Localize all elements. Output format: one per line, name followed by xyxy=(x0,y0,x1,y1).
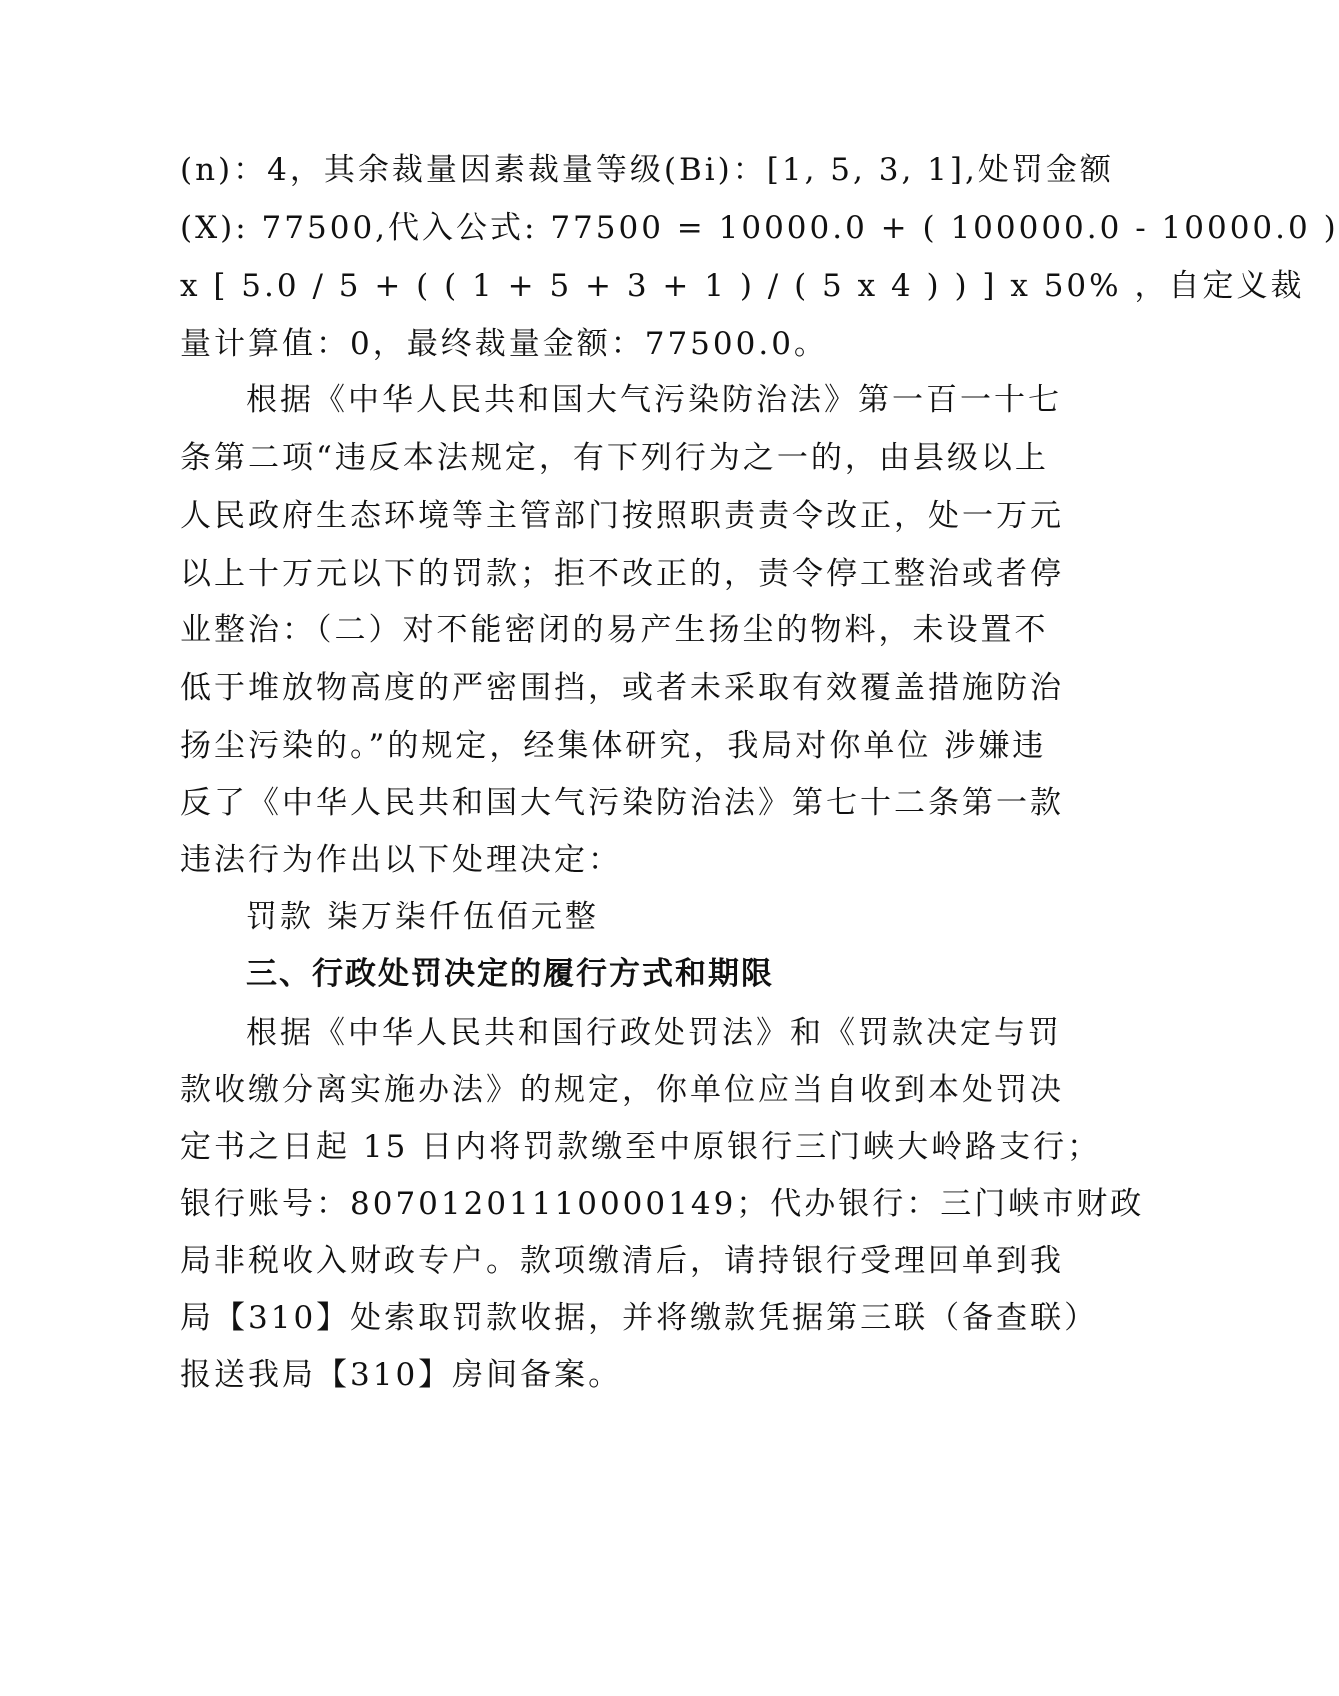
para-formula-line-4: 量计算值：0，最终裁量金额：77500.0。 xyxy=(180,326,828,362)
para-formula-line-3: x [ 5.0 / 5 + ( ( 1 + 5 + 3 + 1 ) / ( 5 x 4 ) ) ] x 50% ，自定义裁 xyxy=(180,268,1305,304)
para-legal-basis-line-5: 业整治：（二）对不能密闭的易产生扬尘的物料，未设置不 xyxy=(180,612,1049,648)
para-payment-line-3: 定书之日起 15 日内将罚款缴至中原银行三门峡大岭路支行； xyxy=(180,1129,1102,1165)
para-payment-line-5: 局非税收入财政专户。款项缴清后，请持银行受理回单到我 xyxy=(180,1243,1064,1279)
para-payment-line-2: 款收缴分离实施办法》的规定，你单位应当自收到本处罚决 xyxy=(180,1072,1064,1108)
para-legal-basis-line-2: 条第二项“违反本法规定，有下列行为之一的，由县级以上 xyxy=(180,440,1049,476)
para-payment-line-1: 根据《中华人民共和国行政处罚法》和《罚款决定与罚 xyxy=(246,1015,1062,1051)
para-payment-line-7: 报送我局【310】房间备案。 xyxy=(180,1357,623,1393)
para-legal-basis-line-9: 违法行为作出以下处理决定： xyxy=(180,842,622,878)
para-payment-line-6: 局【310】处索取罚款收据，并将缴款凭据第三联（备查联） xyxy=(180,1300,1099,1336)
para-legal-basis-line-4: 以上十万元以下的罚款；拒不改正的，责令停工整治或者停 xyxy=(180,556,1064,592)
para-legal-basis-line-3: 人民政府生态环境等主管部门按照职责责令改正，处一万元 xyxy=(180,498,1064,534)
para-legal-basis-line-8: 反了《中华人民共和国大气污染防治法》第七十二条第一款 xyxy=(180,785,1064,821)
penalty-amount: 罚款 柒万柒仟伍佰元整 xyxy=(246,899,599,935)
para-legal-basis-line-7: 扬尘污染的。”的规定，经集体研究，我局对你单位 涉嫌违 xyxy=(180,728,1047,764)
para-formula-line-2: (X): 77500,代入公式: 77500 = 10000.0 + ( 100000.0 - 10000.0 ) xyxy=(180,210,1339,246)
para-formula-line-1: (n)：4，其余裁量因素裁量等级(Bi)：[1, 5, 3, 1],处罚金额 xyxy=(180,152,1114,188)
para-legal-basis-line-6: 低于堆放物高度的严密围挡，或者未采取有效覆盖措施防治 xyxy=(180,670,1064,706)
para-payment-line-4: 银行账号：80701201110000149；代办银行：三门峡市财政 xyxy=(180,1186,1145,1222)
section-heading-3: 三、行政处罚决定的履行方式和期限 xyxy=(246,956,774,992)
para-legal-basis-line-1: 根据《中华人民共和国大气污染防治法》第一百一十七 xyxy=(246,382,1062,418)
